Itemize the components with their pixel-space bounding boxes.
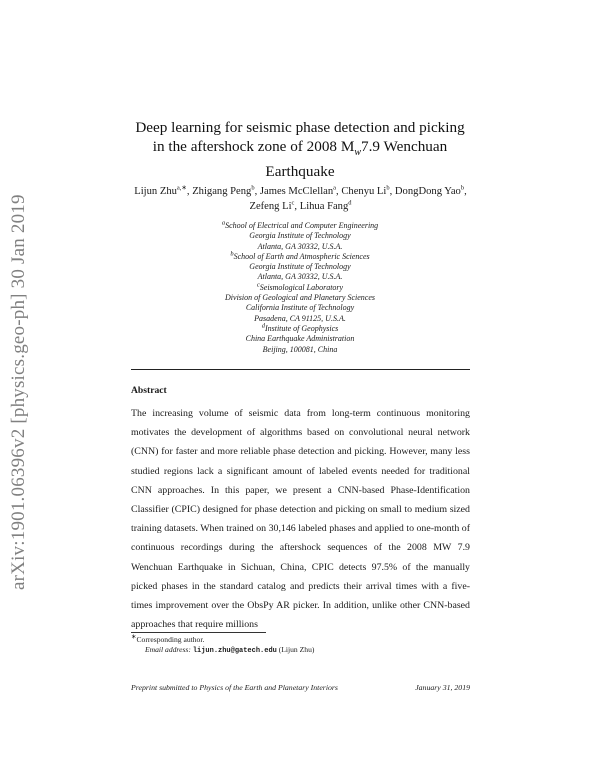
abstract-text: The increasing volume of seismic data from long-term continuous monitoring motivates the development of algorithms based on convolutional neural network (CNN) for faster and more reliable phase detection and picking. However, many less studied regions lack a significant amount of labeled events needed for traditional CNN approaches. In this paper, we present a CNN-based Phase-Identification Classifier (CPIC) designed for phase detection and picking on small to medium sized training datasets. When trained on 30,146 labeled phases and applied to one-month of continuous recordings during the aftershock sequences of the 2008 MW 7.9 Wenchuan Earthquake in Sichuan, China, CPIC detects 97.5% of the manually picked phases in the standard catalog and predicts their arrival times with a five-times improvement over the ObsPy AR picker. In addition, unlike other CNN-based approaches that require millions [131, 408, 470, 631]
page-footer [131, 683, 470, 692]
arxiv-identifier[interactable]: arXiv:1901.06396v2 [physics.geo-ph] 30 Jan 2019 [8, 194, 29, 590]
footnote-rule [131, 632, 266, 633]
affiliation-c: $^c$Seismological Laboratory Division of Geological and Planetary Sciences California Institute of Technology Pasadena, CA 91125, U.S.A. [225, 281, 375, 323]
affiliation-d: $^d$Institute of Geophysics China Earthquake Administration Beijing, 100081, China [245, 322, 355, 354]
affiliations [150, 221, 450, 355]
affiliation-a: $^a$School of Electrical and Computer Engineering Georgia Institute of Technology Atlanta, GA 30332, U.S.A. [221, 219, 379, 251]
title-line-2: in the aftershock zone of 2008 M [152, 138, 355, 155]
footer-date: January 31, 2019 [415, 683, 470, 692]
author: Lijun Zhu$^{a,∗}$ [134, 184, 187, 197]
author: Zhigang Peng$^b$ [192, 184, 255, 197]
abstract-heading: Abstract [131, 385, 167, 396]
footnote [131, 635, 470, 656]
author: DongDong Yao$^b$ [394, 184, 465, 197]
title-line-1: Deep learning for seismic phase detection and picking [135, 119, 465, 136]
author: Zefeng Li$^c$ [249, 199, 295, 212]
email-link[interactable]: lijun.zhu@gatech.edu [192, 647, 277, 656]
author: Lihua Fang$^d$ [299, 199, 352, 212]
paper-title [125, 118, 475, 181]
title-subscript: w [354, 147, 362, 159]
email-line: Email address: lijun.zhu@gatech.edu (Lijun Zhu) [145, 645, 315, 656]
author-list: Lijun Zhu$^{a,∗}$, Zhigang Peng$^b$, James McClellan$^a$, Chenyu Li$^b$, DongDong Yao$^b$, Zefeng Li$^c$, Lihua Fang$^d$ [134, 184, 467, 212]
title-line-3: Earthquake [265, 163, 335, 181]
preprint-note: Preprint submitted to Physics of the Earth and Planetary Interiors [131, 683, 338, 692]
affiliation-b: $^b$School of Earth and Atmospheric Sciences Georgia Institute of Technology Atlanta, GA 30332, U.S.A. [230, 250, 370, 282]
title-line-2-end: 7.9 Wenchuan [361, 138, 448, 155]
author: Chenyu Li$^b$ [341, 184, 390, 197]
corresponding-author-note: ∗Corresponding author. [131, 633, 205, 644]
abstract-top-rule [131, 369, 470, 370]
author: James McClellan$^a$ [259, 184, 337, 197]
